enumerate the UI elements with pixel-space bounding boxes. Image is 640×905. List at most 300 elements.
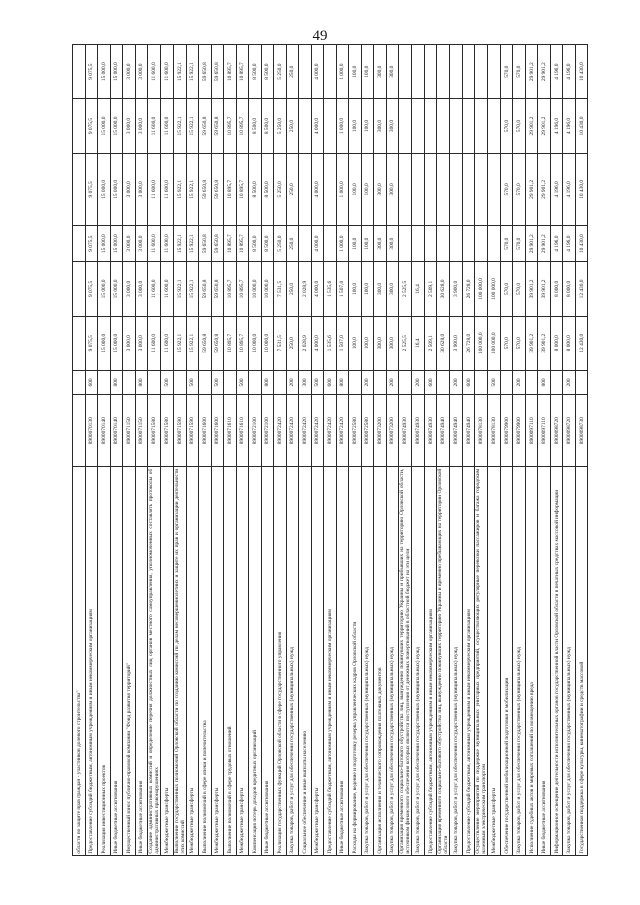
table-row: [349, 45, 362, 856]
amount-cell: [299, 226, 312, 262]
row-name-cell: Закупка товаров, работ и услуг для обеспечения государственных (муниципальных) нужд: [361, 467, 374, 856]
row-name-cell: Компенсация потерь доходов кредитных организаций: [249, 467, 262, 856]
table-row: [462, 45, 475, 856]
expense-type-cell: 800: [135, 370, 148, 394]
amount-cell: 10 430,0: [575, 99, 588, 153]
amount-cell: 11 600,0: [148, 316, 161, 370]
amount-cell: 10 000,0: [261, 262, 274, 316]
amount-cell: 2 525,5: [399, 262, 412, 316]
row-name-cell: Социальное обеспечение и иные выплаты населению: [299, 467, 312, 856]
expense-type-cell: [249, 370, 262, 394]
amount-cell: [488, 99, 501, 153]
page-number: 49: [312, 28, 328, 44]
row-name-cell: Закупка товаров, работ и услуг для обеспечения государственных (муниципальных) нужд: [563, 467, 576, 856]
amount-cell: 8 000,0: [550, 316, 563, 370]
target-code-cell: 8900078130: [475, 395, 488, 467]
amount-cell: 570,0: [500, 45, 513, 99]
target-code-cell: 8900098720: [563, 395, 576, 467]
expense-type-cell: 200: [386, 370, 399, 394]
amount-cell: 9 075,5: [85, 45, 98, 99]
row-name-cell: Обеспечение государственной мобилизационной подготовки и мобилизации: [500, 467, 513, 856]
amount-cell: 7 531,5: [274, 262, 287, 316]
target-code-cell: [73, 395, 86, 467]
row-name-cell: Выполнение государственных полномочий Орловской области по созданию комиссий по делам несовершеннолетних и защите их прав и организации деятельности этих комиссий: [173, 468, 186, 854]
amount-cell: 11 600,0: [161, 153, 174, 225]
amount-cell: [475, 99, 488, 153]
target-code-cell: 8900072420: [324, 395, 337, 467]
amount-cell: [437, 226, 450, 262]
amount-cell: 1 000,0: [336, 99, 349, 153]
amount-cell: 300,0: [374, 262, 387, 316]
amount-cell: [399, 99, 412, 153]
amount-cell: [462, 226, 475, 262]
amount-cell: 570,0: [513, 99, 526, 153]
table-row: [374, 45, 387, 856]
amount-cell: [462, 45, 475, 99]
target-code-cell: 8900073200: [386, 395, 399, 467]
amount-cell: 8 500,0: [249, 153, 262, 225]
expense-type-cell: 200: [450, 370, 463, 394]
amount-cell: [324, 99, 337, 153]
target-code-cell: 8900074940: [462, 395, 475, 467]
amount-cell: [450, 226, 463, 262]
amount-cell: 8 500,0: [261, 226, 274, 262]
target-code-cell: 8900072580: [349, 395, 362, 467]
amount-cell: 3 000,0: [135, 45, 148, 99]
target-code-cell: 8900071590: [173, 395, 186, 467]
amount-cell: 15 000,0: [98, 226, 111, 262]
row-name-cell: Закупка товаров, работ и услуг для обеспечения государственных (муниципальных) нужд: [286, 467, 299, 856]
row-name-cell: Закупка товаров, работ и услуг для обеспечения государственных (муниципальных) нужд: [513, 467, 526, 856]
amount-cell: [424, 226, 437, 262]
amount-cell: 11 600,0: [148, 226, 161, 262]
amount-cell: 300,0: [374, 45, 387, 99]
target-code-cell: 8900079900: [500, 395, 513, 467]
expense-type-cell: 500: [161, 370, 174, 394]
expense-type-cell: 500: [236, 370, 249, 394]
amount-cell: 9 075,5: [85, 262, 98, 316]
table-row: [475, 45, 488, 856]
amount-cell: 4 196,0: [563, 153, 576, 225]
rotated-table-container: [72, 44, 585, 856]
amount-cell: 100,0: [361, 316, 374, 370]
amount-cell: [462, 99, 475, 153]
amount-cell: 100 000,0: [488, 262, 501, 316]
expense-type-cell: [148, 370, 161, 394]
amount-cell: 11 600,0: [148, 262, 161, 316]
row-name-cell: Иные бюджетные ассигнования: [110, 467, 123, 856]
target-code-cell: 8900079900: [513, 395, 526, 467]
amount-cell: 39 901,2: [525, 262, 538, 316]
amount-cell: [399, 45, 412, 99]
amount-cell: 100,0: [349, 262, 362, 316]
table-row: [211, 45, 224, 856]
expense-type-cell: 500: [488, 370, 501, 394]
amount-cell: 100,0: [361, 262, 374, 316]
expense-type-cell: [550, 370, 563, 394]
amount-cell: 29 901,2: [538, 153, 551, 225]
amount-cell: 39 901,2: [538, 262, 551, 316]
amount-cell: 2 028,9: [299, 262, 312, 316]
target-code-cell: 8900071580: [148, 395, 161, 467]
amount-cell: [437, 99, 450, 153]
amount-cell: 8 000,0: [550, 262, 563, 316]
amount-cell: 15 922,1: [186, 99, 199, 153]
amount-cell: [73, 262, 86, 316]
expense-type-cell: 600: [462, 370, 475, 394]
row-name-cell: Межбюджетные трансферты: [488, 467, 501, 856]
amount-cell: [437, 153, 450, 225]
amount-cell: 11 600,0: [161, 262, 174, 316]
amount-cell: 15 922,1: [173, 262, 186, 316]
table-row: [513, 45, 526, 856]
amount-cell: [488, 153, 501, 225]
expense-type-cell: 500: [211, 370, 224, 394]
amount-cell: 16,4: [412, 262, 425, 316]
table-row: [299, 45, 312, 856]
amount-cell: 15 922,1: [173, 226, 186, 262]
table-row: [525, 45, 538, 856]
target-code-cell: 8900071150: [123, 395, 136, 467]
target-code-cell: 8900070140: [98, 395, 111, 467]
expense-type-cell: [525, 370, 538, 394]
row-name-cell: Иные бюджетные ассигнования: [336, 467, 349, 856]
amount-cell: 100,0: [361, 45, 374, 99]
table-row: [563, 45, 576, 856]
target-code-cell: 8900072420: [274, 395, 287, 467]
amount-cell: 10 895,7: [236, 226, 249, 262]
amount-cell: [412, 153, 425, 225]
amount-cell: 5 250,0: [274, 153, 287, 225]
amount-cell: 5 250,0: [274, 226, 287, 262]
amount-cell: 7 531,5: [274, 316, 287, 370]
table-row: [274, 45, 287, 856]
row-name-cell: Создание административных комиссий и определение перечня должностных лиц органов местного самоуправления, уполномоченных составлять протоколы об административных правонарушениях: [148, 468, 161, 854]
amount-cell: [437, 45, 450, 99]
amount-cell: 10 430,0: [575, 153, 588, 225]
amount-cell: 300,0: [374, 99, 387, 153]
amount-cell: 26 728,0: [462, 262, 475, 316]
amount-cell: 10 895,7: [236, 153, 249, 225]
amount-cell: 8 000,0: [563, 316, 576, 370]
expense-type-cell: [575, 370, 588, 394]
expense-type-cell: [98, 370, 111, 394]
table-row: [538, 45, 551, 856]
amount-cell: 12 430,0: [575, 262, 588, 316]
amount-cell: 300,0: [374, 226, 387, 262]
row-name-cell: Межбюджетные трансферты: [211, 467, 224, 856]
row-name-cell: Реализация государственных функций Орловской области в сфере государственного управления: [274, 467, 287, 856]
amount-cell: 10 000,0: [249, 316, 262, 370]
row-name-cell: Имущественный взнос публично-правовой компании "Фонд развития территорий": [123, 467, 136, 856]
amount-cell: [73, 153, 86, 225]
table-row: [249, 45, 262, 856]
amount-cell: 29 901,2: [538, 226, 551, 262]
amount-cell: 2 028,9: [299, 316, 312, 370]
amount-cell: 3 000,0: [135, 226, 148, 262]
target-code-cell: 8900071590: [186, 395, 199, 467]
amount-cell: 15 922,1: [173, 153, 186, 225]
target-code-cell: 8900098730: [575, 395, 588, 467]
target-code-cell: 8900071610: [224, 395, 237, 467]
amount-cell: 15 000,0: [98, 45, 111, 99]
row-name-cell: Предоставление субсидий бюджетным, автономным учреждениям и иным некоммерческим организациям: [85, 467, 98, 856]
amount-cell: 1 000,0: [336, 45, 349, 99]
target-code-cell: 8900074930: [412, 395, 425, 467]
amount-cell: [324, 153, 337, 225]
amount-cell: 8 500,0: [261, 45, 274, 99]
row-name-cell: Межбюджетные трансферты: [236, 467, 249, 856]
expense-type-cell: 300: [299, 370, 312, 394]
row-name-cell: Иные бюджетные ассигнования: [135, 467, 148, 856]
table-row: [575, 45, 588, 856]
table-row: [236, 45, 249, 856]
amount-cell: 300,0: [386, 226, 399, 262]
amount-cell: [299, 99, 312, 153]
target-code-cell: 8900097110: [538, 395, 551, 467]
amount-cell: 4 000,0: [311, 316, 324, 370]
amount-cell: 100 000,0: [488, 316, 501, 370]
amount-cell: 300,0: [386, 262, 399, 316]
amount-cell: 250,0: [286, 226, 299, 262]
target-code-cell: 8900072420: [311, 395, 324, 467]
expense-type-cell: 200: [412, 370, 425, 394]
rotated-table-frame: [72, 44, 585, 856]
row-name-cell: Осуществление мероприятий по поддержке муниципальных унитарных предприятий, осуществляющих регулярные перевозки пассажиров и багажа городским наземным электрическим транспортом: [475, 468, 488, 854]
amount-cell: 11 600,0: [161, 226, 174, 262]
table-row: [110, 45, 123, 856]
table-row: [399, 45, 412, 856]
amount-cell: 15 000,0: [110, 99, 123, 153]
row-name-cell: Выполнение полномочий в сфере опеки и попечительства: [199, 467, 212, 856]
table-row: [261, 45, 274, 856]
amount-cell: 4 000,0: [311, 45, 324, 99]
row-name-cell: Расходы на формирование, ведение и подготовку резерва управленческих кадров Орловской области: [349, 467, 362, 856]
amount-cell: 10 895,7: [236, 316, 249, 370]
amount-cell: 570,0: [500, 262, 513, 316]
amount-cell: 10 000,0: [249, 262, 262, 316]
amount-cell: 3 000,0: [135, 262, 148, 316]
table-row: [450, 45, 463, 856]
amount-cell: 59 650,8: [199, 226, 212, 262]
amount-cell: 100,0: [349, 226, 362, 262]
amount-cell: 29 901,2: [525, 99, 538, 153]
amount-cell: 59 650,8: [199, 262, 212, 316]
expense-type-cell: [374, 370, 387, 394]
amount-cell: 59 650,8: [199, 99, 212, 153]
amount-cell: [488, 45, 501, 99]
amount-cell: [299, 45, 312, 99]
amount-cell: 11 600,0: [148, 153, 161, 225]
amount-cell: 100,0: [361, 226, 374, 262]
amount-cell: 15 922,1: [186, 153, 199, 225]
amount-cell: 3 000,0: [123, 45, 136, 99]
amount-cell: 11 600,0: [161, 45, 174, 99]
amount-cell: 4 196,0: [563, 226, 576, 262]
expense-type-cell: 600: [424, 370, 437, 394]
amount-cell: 2 509,1: [424, 262, 437, 316]
expense-type-cell: [274, 370, 287, 394]
amount-cell: 10 895,7: [224, 153, 237, 225]
amount-cell: 29 901,2: [525, 45, 538, 99]
expense-type-cell: 200: [563, 370, 576, 394]
amount-cell: [324, 45, 337, 99]
amount-cell: 250,0: [286, 153, 299, 225]
amount-cell: 59 650,8: [211, 45, 224, 99]
amount-cell: 4 196,0: [550, 45, 563, 99]
amount-cell: 4 196,0: [550, 226, 563, 262]
expense-type-cell: [224, 370, 237, 394]
amount-cell: 3 900,0: [450, 262, 463, 316]
amount-cell: 10 895,7: [236, 99, 249, 153]
amount-cell: 9 075,5: [85, 153, 98, 225]
row-name-cell: Реализация инвестиционных проектов: [98, 467, 111, 856]
amount-cell: 30 628,0: [437, 316, 450, 370]
table-row: [224, 45, 237, 856]
target-code-cell: 8900098720: [550, 395, 563, 467]
amount-cell: 59 650,8: [211, 262, 224, 316]
amount-cell: 59 650,8: [199, 153, 212, 225]
amount-cell: [424, 45, 437, 99]
row-name-cell: области по защите прав граждан - участников долевого строительства": [73, 467, 86, 856]
row-name-cell: Закупка товаров, работ и услуг для обеспечения государственных (муниципальных) нужд: [412, 467, 425, 856]
amount-cell: 570,0: [513, 262, 526, 316]
amount-cell: 29 901,2: [538, 45, 551, 99]
amount-cell: 570,0: [513, 316, 526, 370]
row-name-cell: Межбюджетные трансферты: [161, 467, 174, 856]
row-name-cell: Исполнение судебных актов и мировых соглашений по возмещению вреда: [525, 467, 538, 856]
amount-cell: 15 922,1: [186, 262, 199, 316]
amount-cell: 5 250,0: [274, 45, 287, 99]
amount-cell: 300,0: [386, 45, 399, 99]
table-row: [311, 45, 324, 856]
amount-cell: 2 509,1: [424, 316, 437, 370]
amount-cell: 3 000,0: [135, 153, 148, 225]
table-row: [500, 45, 513, 856]
amount-cell: 26 728,0: [462, 316, 475, 370]
amount-cell: 10 895,7: [224, 316, 237, 370]
target-code-cell: 8900074930: [424, 395, 437, 467]
amount-cell: 570,0: [513, 45, 526, 99]
amount-cell: 11 600,0: [148, 45, 161, 99]
amount-cell: 570,0: [513, 226, 526, 262]
amount-cell: 250,0: [286, 316, 299, 370]
amount-cell: 100,0: [349, 316, 362, 370]
amount-cell: 15 000,0: [98, 316, 111, 370]
expense-type-cell: [199, 370, 212, 394]
amount-cell: 16,4: [412, 316, 425, 370]
amount-cell: [450, 99, 463, 153]
table-row: [550, 45, 563, 856]
amount-cell: 3 900,0: [450, 316, 463, 370]
amount-cell: 15 000,0: [110, 45, 123, 99]
row-name-cell: Государственная поддержка в сфере культуры, кинематографии и средств массовой: [575, 467, 588, 856]
target-code-cell: 8900071600: [211, 395, 224, 467]
amount-cell: 250,0: [286, 99, 299, 153]
table-row: [148, 45, 161, 856]
budget-table-body: [73, 45, 588, 856]
amount-cell: [412, 45, 425, 99]
row-name-cell: Межбюджетные трансферты: [186, 467, 199, 856]
amount-cell: 300,0: [374, 153, 387, 225]
amount-cell: 2 525,5: [399, 316, 412, 370]
amount-cell: 8 500,0: [261, 99, 274, 153]
amount-cell: [399, 226, 412, 262]
table-row: [199, 45, 212, 856]
expense-type-cell: 200: [286, 370, 299, 394]
amount-cell: 12 430,0: [575, 316, 588, 370]
expense-type-cell: 600: [324, 370, 337, 394]
table-row: [123, 45, 136, 856]
amount-cell: [450, 153, 463, 225]
target-code-cell: 8900071600: [199, 395, 212, 467]
expense-type-cell: 500: [311, 370, 324, 394]
table-row: [186, 45, 199, 856]
amount-cell: 3 000,0: [123, 316, 136, 370]
amount-cell: 300,0: [386, 316, 399, 370]
expense-type-cell: [475, 370, 488, 394]
amount-cell: 8 500,0: [261, 153, 274, 225]
table-row: [336, 45, 349, 856]
amount-cell: 59 650,8: [211, 153, 224, 225]
amount-cell: 10 895,7: [224, 45, 237, 99]
amount-cell: 15 000,0: [110, 153, 123, 225]
amount-cell: 1 507,0: [336, 316, 349, 370]
amount-cell: 100 000,0: [475, 316, 488, 370]
amount-cell: 4 000,0: [311, 153, 324, 225]
row-name-cell: Закупка товаров, работ и услуг для обеспечения государственных (муниципальных) нужд: [450, 467, 463, 856]
amount-cell: [73, 99, 86, 153]
amount-cell: 1 000,0: [336, 226, 349, 262]
amount-cell: 3 000,0: [123, 226, 136, 262]
amount-cell: 3 000,0: [123, 99, 136, 153]
amount-cell: 1 535,6: [324, 262, 337, 316]
target-code-cell: 8900074940: [437, 395, 450, 467]
amount-cell: [475, 153, 488, 225]
amount-cell: [488, 226, 501, 262]
amount-cell: [324, 226, 337, 262]
amount-cell: 29 901,2: [525, 153, 538, 225]
expense-type-cell: 800: [110, 370, 123, 394]
table-row: [286, 45, 299, 856]
row-name-cell: Закупка товаров, работ и услуг для обеспечения государственных (муниципальных) нужд: [386, 467, 399, 856]
amount-cell: [73, 226, 86, 262]
table-row: [98, 45, 111, 856]
row-name-cell: Предоставление субсидий бюджетным, автономным учреждениям и иным некоммерческим организациям: [462, 467, 475, 856]
amount-cell: 100,0: [349, 45, 362, 99]
amount-cell: 1 535,6: [324, 316, 337, 370]
target-code-cell: 8900074940: [450, 395, 463, 467]
amount-cell: 9 075,5: [85, 226, 98, 262]
amount-cell: 3 000,0: [123, 153, 136, 225]
amount-cell: 15 000,0: [98, 262, 111, 316]
expense-type-cell: [123, 370, 136, 394]
amount-cell: 4 196,0: [550, 153, 563, 225]
target-code-cell: 8900097110: [525, 395, 538, 467]
target-code-cell: 8900072420: [299, 395, 312, 467]
amount-cell: 30 628,0: [437, 262, 450, 316]
row-name-cell: Выполнение полномочий в сфере трудовых отношений: [224, 467, 237, 856]
table-row: [488, 45, 501, 856]
amount-cell: 8 500,0: [249, 99, 262, 153]
amount-cell: [450, 45, 463, 99]
amount-cell: 4 196,0: [563, 45, 576, 99]
expense-type-cell: 200: [361, 370, 374, 394]
amount-cell: [73, 45, 86, 99]
table-row: [135, 45, 148, 856]
amount-cell: 10 430,0: [575, 45, 588, 99]
row-name-cell: Иные бюджетные ассигнования: [261, 467, 274, 856]
